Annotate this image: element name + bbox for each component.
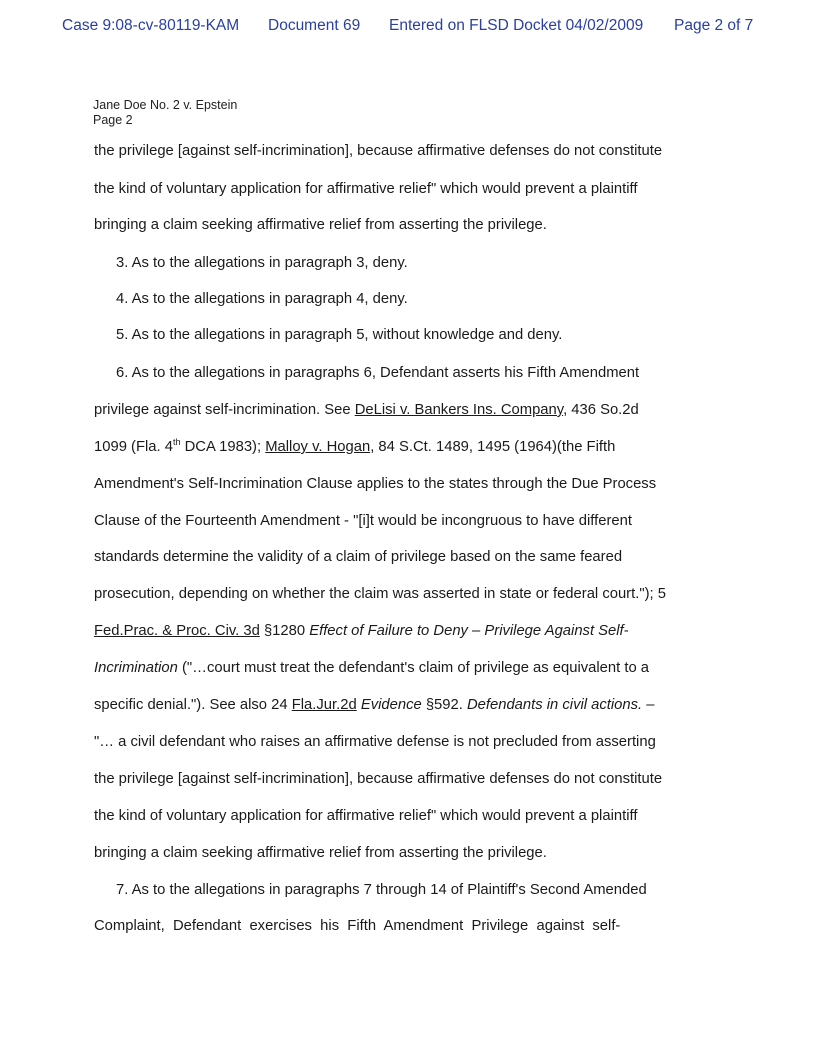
body-line: the kind of voluntary application for affirmative relief" which would prevent a plaintiff [94, 181, 638, 197]
case-citation-delisi: DeLisi v. Bankers Ins. Company [354, 402, 564, 418]
paragraph-6-line: privilege against self-incrimination. See DeLisi v. Bankers Ins. Company, 436 So.2d [94, 402, 639, 418]
paragraph-6-line: specific denial."). See also 24 Fla.Jur.2d Evidence §592. Defendants in civil actions. – [94, 697, 655, 713]
running-head [93, 98, 237, 128]
paragraph-6-line: Fed.Prac. & Proc. Civ. 3d §1280 Effect of Failure to Deny – Privilege Against Self- [94, 623, 629, 639]
paragraph-4: 4. As to the allegations in paragraph 4, deny. [116, 291, 408, 307]
paragraph-6-line: Clause of the Fourteenth Amendment - "[i]t would be incongruous to have different [94, 513, 632, 529]
running-page-number: Page 2 [93, 113, 133, 127]
paragraph-6-line: prosecution, depending on whether the claim was asserted in state or federal court."); 5 [94, 586, 666, 602]
case-caption: Jane Doe No. 2 v. Epstein [93, 98, 238, 112]
paragraph-7-line: 7. As to the allegations in paragraphs 7 through 14 of Plaintiff's Second Amended [116, 882, 647, 898]
paragraph-6-line: bringing a claim seeking affirmative relief from asserting the privilege. [94, 845, 547, 861]
paragraph-6-line: standards determine the validity of a claim of privilege based on the same feared [94, 549, 623, 565]
case-citation-malloy: Malloy v. Hogan [265, 439, 371, 455]
treatise-citation: Fed.Prac. & Proc. Civ. 3d [94, 623, 260, 639]
docket-entry-date: Entered on FLSD Docket 04/02/2009 [389, 17, 644, 34]
body-line: the privilege [against self-incrimination], because affirmative defenses do not constitute [94, 143, 663, 159]
paragraph-5: 5. As to the allegations in paragraph 5, without knowledge and deny. [116, 327, 563, 343]
body-line: bringing a claim seeking affirmative relief from asserting the privilege. [94, 217, 547, 233]
paragraph-3: 3. As to the allegations in paragraph 3, deny. [116, 255, 408, 271]
paragraph-6-line: the privilege [against self-incrimination], because affirmative defenses do not constitute [94, 771, 663, 787]
paragraph-6-line: the kind of voluntary application for affirmative relief" which would prevent a plaintiff [94, 808, 638, 824]
page-count: Page 2 of 7 [674, 17, 754, 34]
paragraph-6-line: 6. As to the allegations in paragraphs 6, Defendant asserts his Fifth Amendment [116, 365, 640, 381]
paragraph-6-line: "… a civil defendant who raises an affirmative defense is not precluded from asserting [94, 734, 656, 750]
paragraph-6-line: 1099 (Fla. 4th DCA 1983); Malloy v. Hogan, 84 S.Ct. 1489, 1495 (1964)(the Fifth [94, 437, 616, 455]
paragraph-6-line: Amendment's Self-Incrimination Clause applies to the states through the Due Process [94, 476, 657, 492]
paragraph-7-line: Complaint, Defendant exercises his Fifth Amendment Privilege against self- [94, 918, 621, 934]
case-number: Case 9:08-cv-80119-KAM [62, 17, 240, 34]
paragraph-6-line: Incrimination ("…court must treat the defendant's claim of privilege as equivalent to a [94, 660, 650, 676]
treatise-citation: Fla.Jur.2d [291, 697, 357, 713]
document-number: Document 69 [268, 17, 361, 34]
